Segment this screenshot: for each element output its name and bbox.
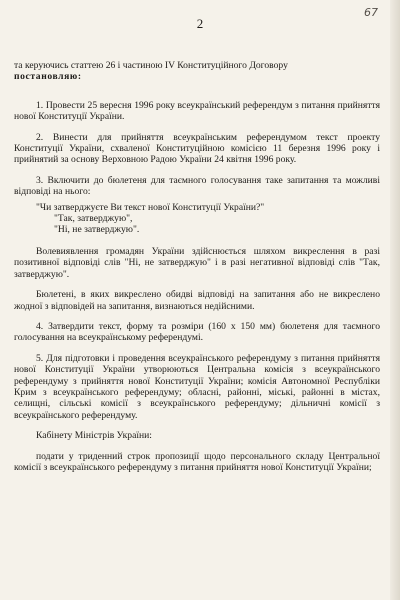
- document-body: [14, 60, 380, 482]
- page-number: 2: [196, 16, 204, 31]
- paragraph-3: 3. Включити до бюлетеня для таємного голосування таке запитання та можливі відповіді на нього:: [14, 174, 380, 198]
- paragraph-5: 5. Для підготовки і проведення всеукраїнського референдуму з питання прийняття нової Конституції України утворюються Центральна комісія з всеукраїнського референдуму з прийняття нової Конституції України; комісія Автономної Республіки Крим з всеукраїнського референдуму; обласні, районні, міські, районні в містах, селищні, сільські комісії з всеукраїнського референдуму; дільничні комісії з всеукраїнського референдуму.: [14, 352, 380, 421]
- paragraph-1: 1. Провести 25 вересня 1996 року всеукраїнський референдум з питання прийняття нової Конституції України.: [14, 99, 380, 123]
- page-edge-shadow: [390, 0, 400, 600]
- ballot-answer-no: "Ні, не затверджую".: [54, 224, 140, 236]
- paragraph-4: 4. Затвердити текст, форму та розміри (160 х 150 мм) бюлетеня для таємного голосування на всеукраїнському референдумі.: [14, 320, 380, 344]
- paragraph-cabinet: Кабінету Міністрів України:: [36, 430, 152, 442]
- intro-line: та керуючись статтею 26 і частиною IV Конституційного Договору: [14, 60, 288, 71]
- decree-word: постановляю:: [14, 71, 82, 83]
- paragraph-2: 2. Винести для прийняття всеукраїнським референдумом текст проекту Конституції України, схваленої Конституційною комісією 11 березня 1996 року і прийнятий за основу Верховною Радою України 24 квітня 1996 року.: [14, 131, 380, 166]
- ballot-question: "Чи затверджуєте Ви текст нової Конституції України?": [36, 201, 265, 213]
- paragraph-voting-procedure: Волевиявлення громадян України здійснюється шляхом викреслення в разі позитивної відповіді слів "Ні, не затверджую" і в разі негативної відповіді слів "Так, затверджую".: [14, 245, 380, 280]
- paragraph-cabinet-task: подати у триденний строк пропозиції щодо персонального складу Центральної комісії з всеукраїнського референдуму з питання прийняття нової Конституції України;: [14, 450, 380, 473]
- paragraph-invalid-ballots: Бюлетені, в яких викреслено обидві відповіді на запитання або не викреслено жодної з відповідей на запитання, визнаються недійсними.: [14, 289, 380, 312]
- archive-page-number: 67: [364, 6, 378, 19]
- ballot-answer-yes: "Так, затверджую",: [54, 213, 133, 225]
